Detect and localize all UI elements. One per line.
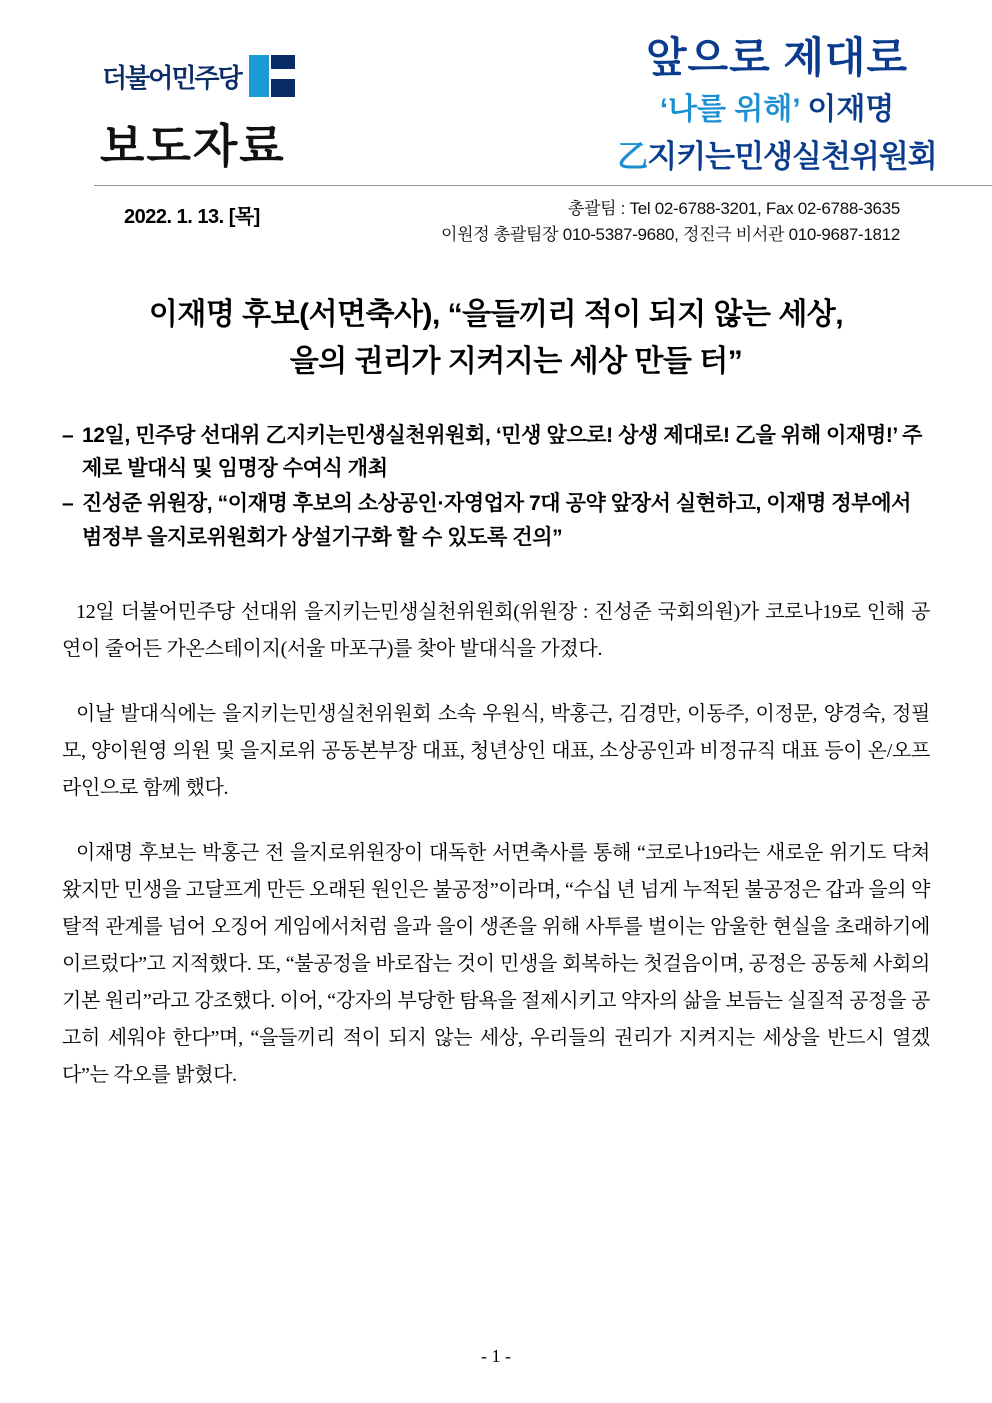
bullet-dash: – bbox=[62, 492, 74, 516]
contact-line-2: 이원정 총괄팀장 010-5387-9680, 정진극 비서관 010-9687-1812 bbox=[441, 224, 900, 244]
body-text bbox=[62, 594, 930, 1094]
page-title: 보도자료 bbox=[100, 120, 286, 172]
paragraph: 이재명 후보는 박홍근 전 을지로위원장이 대독한 서면축사를 통해 “코로나19라는 새로운 위기도 닥쳐 왔지만 민생을 고달프게 만든 오래된 원인은 불공정”이라며, “수십 년 넘게 누적된 불공정은 갑과 을의 약탈적 관계를 넘어 오징어 게임에서처럼 을과 을이 생존을 위해 사투를 벌이는 암울한 현실을 초래하기에 이르렀다”고 지적했다. 또, “불공정을 바로잡는 것이 민생을 회복하는 첫걸음이며, 공정은 공동체 사회의 기본 원리”라고 강조했다. 이어, “강자의 부당한 탐욕을 절제시키고 약자의 삶을 보듬는 실질적 공정을 공고히 세워야 한다”며, “을들끼리 적이 되지 않는 세상, 우리들의 권리가 지켜지는 세상을 반드시 열겠다”는 각오를 밝혔다. bbox=[62, 841, 930, 1086]
party-logo bbox=[102, 55, 295, 97]
summary-bullets bbox=[62, 419, 930, 554]
bullet-item bbox=[62, 419, 930, 485]
slogan-line-1: 앞으로 제대로 bbox=[645, 34, 909, 81]
document-date: 2022. 1. 13. [목] bbox=[124, 206, 260, 228]
contact-info bbox=[441, 196, 900, 247]
slogan-line-2-quoted: ‘나를 위해’ bbox=[659, 93, 800, 127]
party-name-label: 더불어민주당 bbox=[102, 62, 241, 93]
bullet-text: 12일, 민주당 선대위 乙지키는민생실천위원회, ‘민생 앞으로! 상생 제대로! 乙을 위해 이재명!’ 주제로 발대식 및 임명장 수여식 개최 bbox=[82, 424, 923, 481]
slogan-eul-mark: 乙 bbox=[617, 139, 648, 175]
slogan-line-2 bbox=[542, 84, 992, 128]
contact-line-1: 총괄팀 : Tel 02-6788-3201, Fax 02-6788-3635 bbox=[567, 199, 900, 218]
slogan-line-2-rest: 이재명 bbox=[799, 93, 895, 127]
campaign-slogan bbox=[542, 36, 992, 176]
header-divider bbox=[94, 185, 992, 186]
document-header bbox=[62, 0, 937, 250]
headline bbox=[62, 292, 930, 385]
paragraph: 이날 발대식에는 을지키는민생실천위원회 소속 우원식, 박홍근, 김경만, 이동주, 이정문, 양경숙, 정필모, 양이원영 의원 및 을지로위 공동본부장 대표, 청년상인 대표, 소상공인과 비정규직 대표 등이 온/오프라인으로 함께 했다. bbox=[62, 702, 930, 799]
slogan-line-3 bbox=[542, 131, 992, 176]
paragraph: 12일 더불어민주당 선대위 을지키는민생실천위원회(위원장 : 진성준 국회의원)가 코로나19로 인해 공연이 줄어든 가온스테이지(서울 마포구)를 찾아 발대식을 가졌다. bbox=[62, 600, 930, 660]
bullet-text: 진성준 위원장, “이재명 후보의 소상공인·자영업자 7대 공약 앞장서 실현하고, 이재명 정부에서 범정부 을지로위원회가 상설기구화 할 수 있도록 건의” bbox=[82, 492, 911, 549]
bullet-dash: – bbox=[62, 424, 74, 447]
slogan-line-3-rest: 지키는민생실천위원회 bbox=[647, 139, 937, 175]
headline-line-1: 이재명 후보(서면축사), “을들끼리 적이 되지 않는 세상, bbox=[148, 298, 844, 331]
page-number: - 1 - bbox=[481, 1346, 511, 1366]
bullet-item bbox=[62, 487, 930, 553]
dp-logo-icon bbox=[249, 55, 295, 97]
headline-line-2: 을의 권리가 지켜지는 세상 만들 터” bbox=[289, 344, 743, 378]
